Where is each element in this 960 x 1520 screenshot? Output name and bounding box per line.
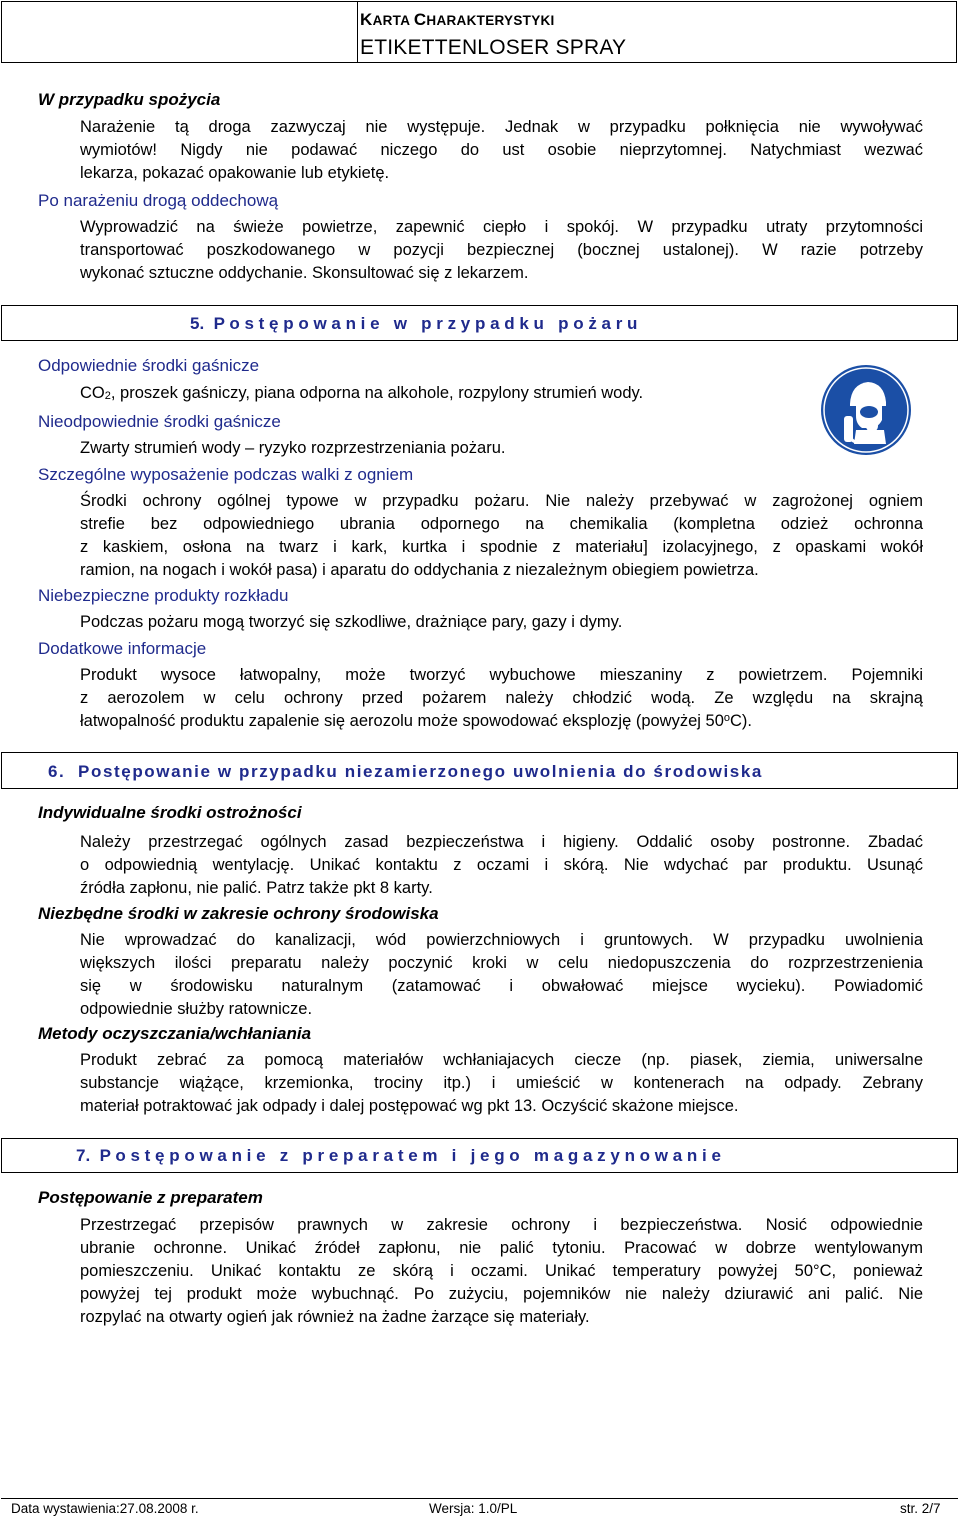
handling-heading: Postępowanie z preparatem <box>38 1188 263 1207</box>
product-name: ETIKETTENLOSER SPRAY <box>360 36 627 59</box>
cleanup-methods-line: materiał potraktować jak odpady i dalej postępować wg pkt 13. Oczyścić skażone miejsce. <box>80 1097 739 1115</box>
equipment-line: Środki ochrony ogólnej typowe w przypadku pożaru. Nie należy przebywać w zagrożonej ogniem <box>80 492 923 510</box>
special-equipment-heading: Szczególne wyposażenie podczas walki z ogniem <box>38 465 414 484</box>
environmental-precautions-line: Nie wprowadzać do kanalizacji, wód powierzchniowych i gruntowych. W przypadku uwolnienia <box>80 931 923 949</box>
handling-line: ubranie ochronne. Unikać źródeł zapłonu, nie palić tytoniu. Pracować w dobrze wentylowanym <box>80 1239 923 1257</box>
section-7-title: 7. P o s t ę p o w a n i e z p r e p a r a t e m i j e g o m a g a z y n o w a n i e <box>76 1146 721 1165</box>
personal-precautions-heading: Indywidualne środki ostrożności <box>38 803 302 822</box>
handling-line: Przestrzegać przepisów prawnych w zakresie ochrony i bezpieczeństwa. Nosić odpowiednie <box>80 1216 923 1234</box>
ingestion-line: Narażenie tą droga zazwyczaj nie występuje. Jednak w przypadku połknięcia nie wywoływać <box>80 118 923 136</box>
page-footer <box>1 1498 958 1520</box>
additional-info-line: łatwopalność produktu zapalenie się aerozolu może spowodować eksplozję (powyżej 50$^o$C). <box>80 712 752 730</box>
unsuitable-media-heading: Nieodpowiednie środki gaśnicze <box>38 412 281 431</box>
environmental-precautions-heading: Niezbędne środki w zakresie ochrony środowiska <box>38 904 439 923</box>
version-label: Wersja: 1.0/PL <box>429 1501 518 1516</box>
inhalation-line: wykonać sztuczne oddychanie. Skonsultować się z lekarzem. <box>80 264 529 282</box>
environmental-precautions-line: się w środowisku naturalnym (zatamować i obwałować miejsce wycieku). Powiadomić <box>80 977 923 995</box>
handling-line: rozpylać na otwarty ogień jak również na żadne żarzące się materiały. <box>80 1308 590 1326</box>
section-6-title: 6. Postępowanie w przypadku niezamierzonego uwolnienia do środowiska <box>48 762 763 781</box>
ingestion-line: wymiotów! Nigdy nie podawać niczego do ust osobie nieprzytomnej. Natychmiast wezwać <box>80 141 923 159</box>
additional-info-line: Produkt wysoce łatwopalny, może tworzyć wybuchowe mieszaniny z powietrzem. Pojemniki <box>80 666 923 684</box>
breathing-apparatus-mandatory-icon <box>820 364 912 456</box>
handling-line: pomieszczeniu. Unikać kontaktu ze skórą i oczami. Unikać temperatury powyżej 50°C, ponieważ <box>80 1262 923 1280</box>
hazardous-products-heading: Niebezpieczne produkty rozkładu <box>38 586 289 605</box>
ingestion-heading: W przypadku spożycia <box>38 90 221 109</box>
ingestion-line: lekarza, pokazać opakowanie lub etykietę. <box>80 164 390 182</box>
additional-info-line: z aerozolem w celu ochrony przed pożarem należy chłodzić wodą. Ze względu na skrajną <box>80 689 923 707</box>
equipment-line: ramion, na nogach i wokół pasa) i aparatu do oddychania z niezależnym obiegiem powietrza. <box>80 561 759 579</box>
page-number: str. 2/7 <box>900 1501 941 1516</box>
inhalation-heading: Po narażeniu drogą oddechową <box>38 191 279 210</box>
personal-precautions-line: Należy przestrzegać ogólnych zasad bezpieczeństwa i higieny. Oddalić osoby postronne. Zbadać <box>80 833 923 851</box>
equipment-line: strefie bez odpowiedniego ubrania odpornego na chemikalia (kompletna odzież ochronna <box>80 515 923 533</box>
document-header <box>1 1 957 63</box>
hazardous-products-text: Podczas pożaru mogą tworzyć się szkodliwe, drażniące pary, gazy i dymy. <box>80 613 623 631</box>
personal-precautions-line: źródła zapłonu, nie palić. Patrz także pkt 8 karty. <box>80 879 433 897</box>
environmental-precautions-line: odpowiednie służby ratownicze. <box>80 1000 313 1018</box>
personal-precautions-line: o odpowiednią wentylację. Unikać kontaktu z oczami i skórą. Nie wdychać par produktu. Usunąć <box>80 856 923 874</box>
cleanup-methods-line: substancje wiążące, krzemionka, trociny itp.) i umieścić w kontenerach na odpady. Zebrany <box>80 1074 923 1092</box>
cleanup-methods-heading: Metody oczyszczania/wchłaniania <box>38 1024 312 1043</box>
inhalation-line: transportować poszkodowanego w pozycji bezpiecznej (bocznej ustalonej). W razie potrzeby <box>80 241 923 259</box>
environmental-precautions-line: większych ilości preparatu należy poczynić kroki w celu niedopuszczenia do rozprzestrzenienia <box>80 954 923 972</box>
handling-line: powyżej tej produkt może wybuchnąć. Po zużyciu, pojemników nie należy dziurawić ani palić. Nie <box>80 1285 923 1303</box>
cleanup-methods-line: Produkt zebrać za pomocą materiałów wchłaniajacych ciecze (np. piasek, ziemia, uniwersalne <box>80 1051 923 1069</box>
suitable-media-text: CO2, proszek gaśniczy, piana odporna na alkohole, rozpylony strumień wody. <box>80 384 644 402</box>
suitable-media-heading: Odpowiednie środki gaśnicze <box>38 356 260 375</box>
inhalation-line: Wyprowadzić na świeże powietrze, zapewnić ciepło i spokój. W przypadku utraty przytomności <box>80 218 923 236</box>
unsuitable-media-text: Zwarty strumień wody – ryzyko rozprzestrzeniania pożaru. <box>80 439 506 457</box>
equipment-line: z kaskiem, osłona na twarz i kark, kurtka i spodnie z materiału] izolacyjnego, z opaskami wokół <box>80 538 923 556</box>
issue-date: Data wystawienia:27.08.2008 r. <box>11 1501 199 1516</box>
document-type-title: KARTA CHARAKTERYSTYKI <box>360 10 555 29</box>
header-title-box <box>357 2 959 62</box>
section-5-title: 5. P o s t ę p o w a n i e w p r z y p a d k u p o ż a r u <box>190 314 638 333</box>
additional-info-heading: Dodatkowe informacje <box>38 639 207 658</box>
